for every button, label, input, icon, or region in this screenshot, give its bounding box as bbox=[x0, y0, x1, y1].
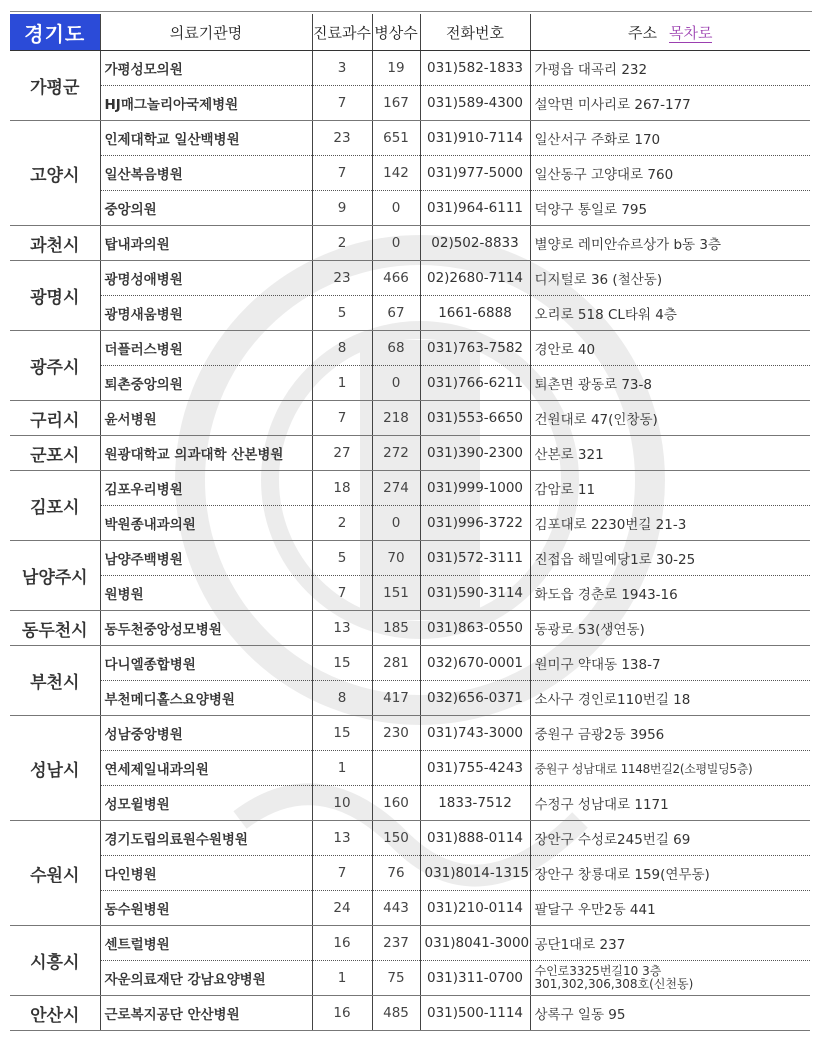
address-cell: 경안로 40 bbox=[530, 331, 810, 366]
table-row bbox=[10, 611, 810, 646]
city-cell: 광주시 bbox=[10, 331, 100, 401]
name-cell: 동두천중앙성모병원 bbox=[100, 611, 312, 646]
phone-cell: 031)755-4243 bbox=[420, 751, 530, 786]
name-cell: 일산복음병원 bbox=[100, 156, 312, 191]
phone-cell: 031)763-7582 bbox=[420, 331, 530, 366]
name-cell: 남양주백병원 bbox=[100, 541, 312, 576]
city-cell: 동두천시 bbox=[10, 611, 100, 646]
table-row bbox=[10, 261, 810, 296]
departments-cell: 2 bbox=[312, 506, 372, 541]
beds-cell: 160 bbox=[372, 786, 420, 821]
name-cell: HJ매그놀리아국제병원 bbox=[100, 86, 312, 121]
table-row bbox=[10, 86, 810, 121]
beds-cell: 466 bbox=[372, 261, 420, 296]
beds-cell: 185 bbox=[372, 611, 420, 646]
phone-cell: 02)2680-7114 bbox=[420, 261, 530, 296]
address-cell: 소사구 경인로110번길 18 bbox=[530, 681, 810, 716]
name-cell: 성남중앙병원 bbox=[100, 716, 312, 751]
name-cell: 광명성애병원 bbox=[100, 261, 312, 296]
table-row bbox=[10, 786, 810, 821]
departments-cell: 16 bbox=[312, 926, 372, 961]
beds-cell bbox=[372, 751, 420, 786]
table-row bbox=[10, 856, 810, 891]
table-row bbox=[10, 506, 810, 541]
phone-cell: 032)670-0001 bbox=[420, 646, 530, 681]
beds-cell: 272 bbox=[372, 436, 420, 471]
phone-cell: 1833-7512 bbox=[420, 786, 530, 821]
phone-cell: 031)589-4300 bbox=[420, 86, 530, 121]
phone-cell: 031)743-3000 bbox=[420, 716, 530, 751]
table-row bbox=[10, 436, 810, 471]
phone-cell: 032)656-0371 bbox=[420, 681, 530, 716]
phone-cell: 031)582-1833 bbox=[420, 51, 530, 86]
name-cell: 가평성모의원 bbox=[100, 51, 312, 86]
beds-cell: 230 bbox=[372, 716, 420, 751]
table-row bbox=[10, 716, 810, 751]
departments-cell: 7 bbox=[312, 401, 372, 436]
departments-cell: 16 bbox=[312, 996, 372, 1031]
table-row bbox=[10, 576, 810, 611]
name-cell: 탑내과의원 bbox=[100, 226, 312, 261]
city-cell: 김포시 bbox=[10, 471, 100, 541]
departments-cell: 24 bbox=[312, 891, 372, 926]
beds-cell: 218 bbox=[372, 401, 420, 436]
beds-cell: 142 bbox=[372, 156, 420, 191]
table-row bbox=[10, 541, 810, 576]
table-row bbox=[10, 51, 810, 86]
departments-cell: 18 bbox=[312, 471, 372, 506]
phone-cell: 031)311-0700 bbox=[420, 961, 530, 996]
beds-cell: 150 bbox=[372, 821, 420, 856]
phone-cell: 031)572-3111 bbox=[420, 541, 530, 576]
name-cell: 김포우리병원 bbox=[100, 471, 312, 506]
departments-cell: 8 bbox=[312, 681, 372, 716]
city-cell: 구리시 bbox=[10, 401, 100, 436]
name-cell: 다인병원 bbox=[100, 856, 312, 891]
address-cell: 중원구 성남대로 1148번길2(소평빌딩5층) bbox=[530, 751, 810, 786]
hospital-table bbox=[10, 14, 810, 1031]
address-cell: 김포대로 2230번길 21-3 bbox=[530, 506, 810, 541]
address-cell: 일산서구 주화로 170 bbox=[530, 121, 810, 156]
departments-cell: 7 bbox=[312, 576, 372, 611]
name-cell: 경기도립의료원수원병원 bbox=[100, 821, 312, 856]
name-cell: 박원종내과의원 bbox=[100, 506, 312, 541]
phone-cell: 031)553-6650 bbox=[420, 401, 530, 436]
beds-cell: 281 bbox=[372, 646, 420, 681]
table-row bbox=[10, 821, 810, 856]
beds-cell: 151 bbox=[372, 576, 420, 611]
beds-cell: 0 bbox=[372, 506, 420, 541]
beds-cell: 0 bbox=[372, 191, 420, 226]
departments-cell: 7 bbox=[312, 156, 372, 191]
beds-cell: 237 bbox=[372, 926, 420, 961]
city-cell: 성남시 bbox=[10, 716, 100, 821]
region-title: 경기도 bbox=[10, 14, 100, 51]
phone-cell: 031)210-0114 bbox=[420, 891, 530, 926]
departments-cell: 1 bbox=[312, 961, 372, 996]
departments-cell: 15 bbox=[312, 716, 372, 751]
table-row bbox=[10, 121, 810, 156]
table-row bbox=[10, 331, 810, 366]
beds-cell: 67 bbox=[372, 296, 420, 331]
name-cell: 근로복지공단 안산병원 bbox=[100, 996, 312, 1031]
address-cell: 공단1대로 237 bbox=[530, 926, 810, 961]
table-row bbox=[10, 891, 810, 926]
departments-cell: 9 bbox=[312, 191, 372, 226]
departments-cell: 2 bbox=[312, 226, 372, 261]
beds-cell: 70 bbox=[372, 541, 420, 576]
phone-cell: 031)977-5000 bbox=[420, 156, 530, 191]
name-cell: 더플러스병원 bbox=[100, 331, 312, 366]
beds-cell: 485 bbox=[372, 996, 420, 1031]
phone-cell: 031)500-1114 bbox=[420, 996, 530, 1031]
beds-cell: 167 bbox=[372, 86, 420, 121]
address-cell: 덕양구 통일로 795 bbox=[530, 191, 810, 226]
departments-cell: 13 bbox=[312, 821, 372, 856]
departments-cell: 5 bbox=[312, 296, 372, 331]
beds-cell: 75 bbox=[372, 961, 420, 996]
col-beds-header: 병상수 bbox=[372, 14, 420, 51]
phone-cell: 031)999-1000 bbox=[420, 471, 530, 506]
address-cell: 감암로 11 bbox=[530, 471, 810, 506]
name-cell: 중앙의원 bbox=[100, 191, 312, 226]
beds-cell: 76 bbox=[372, 856, 420, 891]
city-cell: 부천시 bbox=[10, 646, 100, 716]
col-departments-header: 진료과수 bbox=[312, 14, 372, 51]
beds-cell: 651 bbox=[372, 121, 420, 156]
departments-cell: 7 bbox=[312, 86, 372, 121]
city-cell: 수원시 bbox=[10, 821, 100, 926]
name-cell: 원광대학교 의과대학 산본병원 bbox=[100, 436, 312, 471]
departments-cell: 1 bbox=[312, 366, 372, 401]
table-row bbox=[10, 681, 810, 716]
beds-cell: 443 bbox=[372, 891, 420, 926]
phone-cell: 031)766-6211 bbox=[420, 366, 530, 401]
table-row bbox=[10, 996, 810, 1031]
departments-cell: 27 bbox=[312, 436, 372, 471]
address-cell: 별양로 레미안슈르상가 b동 3층 bbox=[530, 226, 810, 261]
name-cell: 원병원 bbox=[100, 576, 312, 611]
name-cell: 연세제일내과의원 bbox=[100, 751, 312, 786]
name-cell: 인제대학교 일산백병원 bbox=[100, 121, 312, 156]
col-phone-header: 전화번호 bbox=[420, 14, 530, 51]
address-cell: 가평읍 대곡리 232 bbox=[530, 51, 810, 86]
departments-cell: 8 bbox=[312, 331, 372, 366]
departments-cell: 23 bbox=[312, 261, 372, 296]
phone-cell: 1661-6888 bbox=[420, 296, 530, 331]
table-row bbox=[10, 751, 810, 786]
departments-cell: 13 bbox=[312, 611, 372, 646]
city-cell: 광명시 bbox=[10, 261, 100, 331]
table-body bbox=[10, 51, 810, 1031]
address-line-1: 수인로3325번길10 3층 bbox=[534, 964, 662, 978]
phone-cell: 031)910-7114 bbox=[420, 121, 530, 156]
beds-cell: 0 bbox=[372, 226, 420, 261]
city-cell: 시흥시 bbox=[10, 926, 100, 996]
table-header bbox=[10, 14, 810, 51]
name-cell: 다니엘종합병원 bbox=[100, 646, 312, 681]
address-cell: 일산동구 고양대로 760 bbox=[530, 156, 810, 191]
table-of-contents-link[interactable]: 목차로 bbox=[669, 23, 713, 42]
departments-cell: 23 bbox=[312, 121, 372, 156]
address-cell: 원미구 약대동 138-7 bbox=[530, 646, 810, 681]
departments-cell: 7 bbox=[312, 856, 372, 891]
table-row bbox=[10, 926, 810, 961]
address-cell: 팔달구 우만2동 441 bbox=[530, 891, 810, 926]
address-cell: 수정구 성남대로 1171 bbox=[530, 786, 810, 821]
city-cell: 군포시 bbox=[10, 436, 100, 471]
table-row bbox=[10, 226, 810, 261]
table-row bbox=[10, 401, 810, 436]
address-cell: 오리로 518 CL타워 4층 bbox=[530, 296, 810, 331]
address-cell: 진접읍 해밀예당1로 30-25 bbox=[530, 541, 810, 576]
table-row bbox=[10, 961, 810, 996]
name-cell: 성모윌병원 bbox=[100, 786, 312, 821]
address-cell bbox=[530, 961, 810, 996]
city-cell: 안산시 bbox=[10, 996, 100, 1031]
name-cell: 동수원병원 bbox=[100, 891, 312, 926]
beds-cell: 417 bbox=[372, 681, 420, 716]
phone-cell: 031)964-6111 bbox=[420, 191, 530, 226]
city-cell: 고양시 bbox=[10, 121, 100, 226]
departments-cell: 3 bbox=[312, 51, 372, 86]
top-rule bbox=[10, 11, 812, 12]
beds-cell: 274 bbox=[372, 471, 420, 506]
city-cell: 남양주시 bbox=[10, 541, 100, 611]
name-cell: 윤서병원 bbox=[100, 401, 312, 436]
beds-cell: 19 bbox=[372, 51, 420, 86]
departments-cell: 5 bbox=[312, 541, 372, 576]
address-header-label: 주소 bbox=[628, 23, 657, 42]
phone-cell: 031)8041-3000 bbox=[420, 926, 530, 961]
table-row bbox=[10, 646, 810, 681]
phone-cell: 031)863-0550 bbox=[420, 611, 530, 646]
name-cell: 퇴촌중앙의원 bbox=[100, 366, 312, 401]
address-cell: 퇴촌면 광동로 73-8 bbox=[530, 366, 810, 401]
phone-cell: 031)590-3114 bbox=[420, 576, 530, 611]
table-row bbox=[10, 156, 810, 191]
table-row bbox=[10, 191, 810, 226]
address-cell: 건원대로 47(인창동) bbox=[530, 401, 810, 436]
name-cell: 자운의료재단 강남요양병원 bbox=[100, 961, 312, 996]
address-cell: 중원구 금광2동 3956 bbox=[530, 716, 810, 751]
beds-cell: 0 bbox=[372, 366, 420, 401]
name-cell: 센트럴병원 bbox=[100, 926, 312, 961]
phone-cell: 031)888-0114 bbox=[420, 821, 530, 856]
table-row bbox=[10, 296, 810, 331]
departments-cell: 1 bbox=[312, 751, 372, 786]
address-cell: 디지털로 36 (철산동) bbox=[530, 261, 810, 296]
address-cell: 상록구 일동 95 bbox=[530, 996, 810, 1031]
city-cell: 과천시 bbox=[10, 226, 100, 261]
address-cell: 설악면 미사리로 267-177 bbox=[530, 86, 810, 121]
city-cell: 가평군 bbox=[10, 51, 100, 121]
address-cell: 장안구 창룡대로 159(연무동) bbox=[530, 856, 810, 891]
phone-cell: 031)996-3722 bbox=[420, 506, 530, 541]
address-cell: 동광로 53(생연동) bbox=[530, 611, 810, 646]
departments-cell: 10 bbox=[312, 786, 372, 821]
col-name-header: 의료기관명 bbox=[100, 14, 312, 51]
name-cell: 광명새움병원 bbox=[100, 296, 312, 331]
name-cell: 부천메디홀스요양병원 bbox=[100, 681, 312, 716]
address-line-2: 301,302,306,308호(신천동) bbox=[534, 977, 694, 991]
address-cell: 장안구 수성로245번길 69 bbox=[530, 821, 810, 856]
departments-cell: 15 bbox=[312, 646, 372, 681]
col-address-header bbox=[530, 14, 810, 51]
address-cell: 화도읍 경춘로 1943-16 bbox=[530, 576, 810, 611]
beds-cell: 68 bbox=[372, 331, 420, 366]
table-row bbox=[10, 366, 810, 401]
phone-cell: 02)502-8833 bbox=[420, 226, 530, 261]
table-row bbox=[10, 471, 810, 506]
phone-cell: 031)8014-1315 bbox=[420, 856, 530, 891]
phone-cell: 031)390-2300 bbox=[420, 436, 530, 471]
address-cell: 산본로 321 bbox=[530, 436, 810, 471]
